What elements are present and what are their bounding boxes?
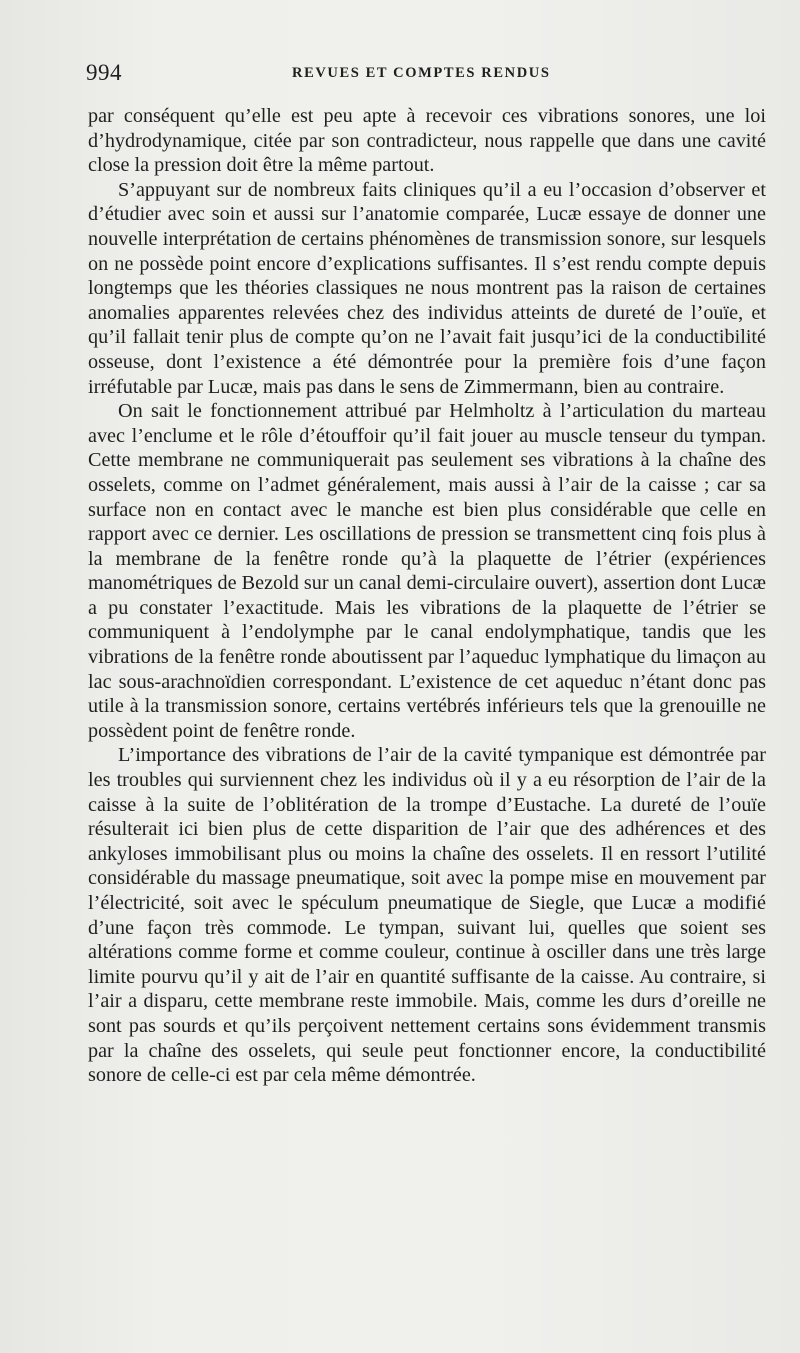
page-number: 994 [86,60,122,85]
running-head: REVUES ET COMPTES RENDUS [292,65,551,81]
paragraph-lucae-interpretation: S’appuyant sur de nombreux faits cliniques qu’il a eu l’occasion d’observer et d’étudier avec soin et aussi sur l’anatomie comparée, Lucæ essaye de donner une nouvelle interprétation de certains phénomènes de transmission sonore, sur lesquels on ne possède point encore d’explications suffisantes. Il s’est rendu compte depuis longtemps que les théories classiques ne nous montrent pas la raison de certaines anomalies apparentes relevées chez des individus atteints de dureté de l’ouïe, et qu’il fallait tenir plus de compte qu’on ne l’avait fait jusqu’ici de la conductibilité osseuse, dont l’existence a été démontrée pour la première fois d’une façon irréfutable par Lucæ, mais pas dans le sens de Zimmermann, bien au contraire. [88,178,766,398]
page-header [86,60,766,88]
paragraph-tympanic-air: L’importance des vibrations de l’air de la cavité tympanique est démontrée par les troubles qui surviennent chez les individus où il y a eu résorption de l’air de la caisse à la suite de l’oblitération de la trompe d’Eustache. La dureté de l’ouïe résulterait ici bien plus de cette disparition de l’air que des adhérences et des ankyloses immobilisant plus ou moins la chaîne des osselets. Il en ressort l’utilité considérable du massage pneumatique, soit avec la pompe mise en mouvement par l’électricité, soit avec le spéculum pneumatique de Siegle, que Lucæ a modifié d’une façon très commode. Le tympan, suivant lui, quelles que soient ses altérations comme forme et comme couleur, continue à osciller dans une très large limite pourvu qu’il y ait de l’air en quantité suffisante de la caisse. Au contraire, si l’air a disparu, cette membrane reste immobile. Mais, comme les durs d’oreille ne sont pas sourds et qu’ils perçoivent nettement certains sons évidemment transmis par la chaîne des osselets, qui seule peut fonctionner encore, la conductibilité sonore de celle-ci est par cela même démontrée. [88,744,766,1087]
paragraph-helmholtz: On sait le fonctionnement attribué par Helmholtz à l’articulation du marteau avec l’enclume et le rôle d’étouffoir qu’il fait jouer au muscle tenseur du tympan. Cette membrane ne communiquerait pas seulement ses vibrations à la chaîne des osselets, comme on l’admet généralement, mais aussi à l’air de la caisse ; car sa surface non en contact avec le manche est bien plus considérable que celle en rapport avec ce dernier. Les oscillations de pression se transmettent cinq fois plus à la membrane de la fenêtre ronde qu’à la plaquette de l’étrier (expériences manométriques de Bezold sur un canal demi-circulaire ouvert), assertion dont Lucæ a pu constater l’exactitude. Mais les vibrations de la plaquette de l’étrier se communiquent à l’endolymphe par le canal endolymphatique, tandis que les vibrations de la fenêtre ronde aboutissent par l’aqueduc lymphatique du limaçon au lac sous-arachnoïdien correspondant. L’existence de cet aqueduc n’étant donc pas utile à la transmission sonore, certains vertébrés inférieurs tels que la grenouille ne possèdent point de fenêtre ronde. [88,400,766,742]
body-text [88,104,766,1088]
paragraph-continuation: par conséquent qu’elle est peu apte à recevoir ces vibrations sonores, une loi d’hydrodynamique, citée par son contradicteur, nous rappelle que dans une cavité close la pression doit être la même partout. [88,105,766,177]
